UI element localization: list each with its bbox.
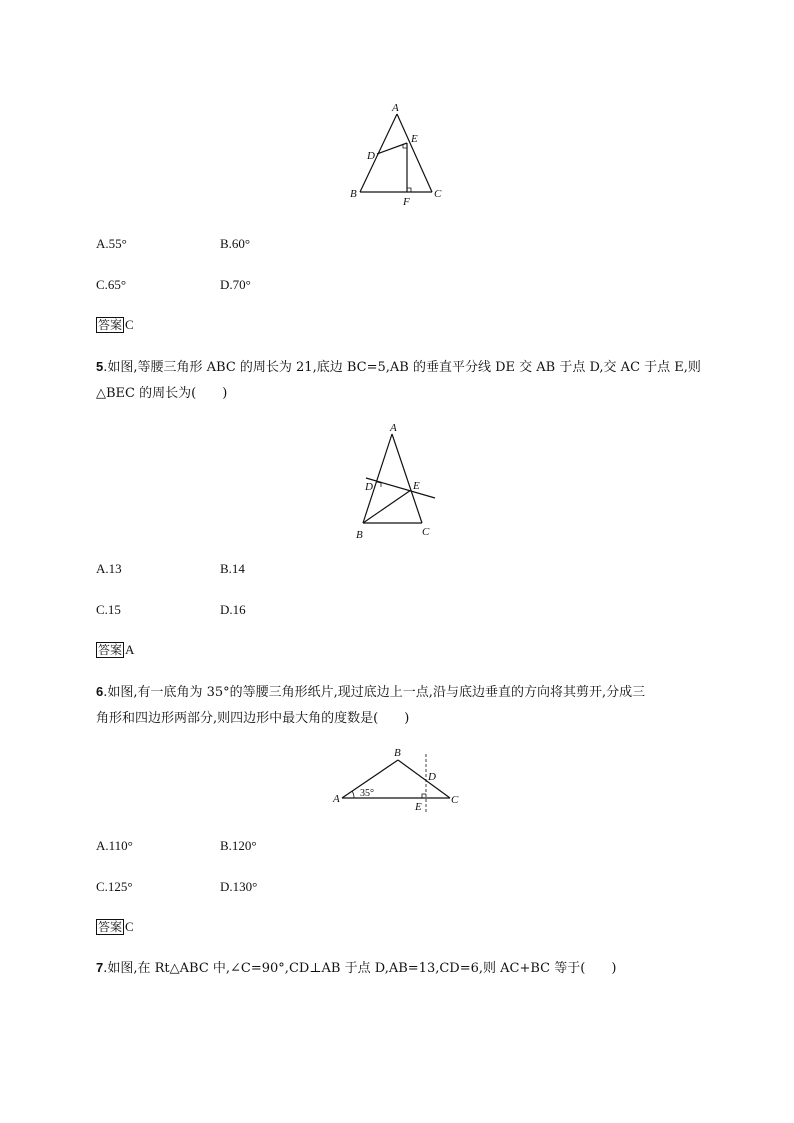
label-b: B xyxy=(394,747,401,759)
answer-label: 答案 xyxy=(98,643,123,657)
answer-value: A xyxy=(125,642,135,657)
q4-option-a: A.55° xyxy=(96,236,127,251)
question-number: 6 xyxy=(96,684,104,699)
figure-triangle-abc-def xyxy=(345,100,445,210)
q6-stem-line2: 角形和四边形两部分,则四边形中最大角的度数是( ) xyxy=(96,711,410,726)
label-c: C xyxy=(451,794,459,806)
q6-answer xyxy=(96,919,134,936)
q4-option-c: C.65° xyxy=(96,277,127,292)
label-e: E xyxy=(411,133,418,145)
label-c: C xyxy=(422,526,430,538)
q6-option-a: A.110° xyxy=(96,838,133,853)
answer-value: C xyxy=(125,919,134,934)
answer-label: 答案 xyxy=(98,318,123,332)
label-b: B xyxy=(350,188,357,200)
q6-option-c: C.125° xyxy=(96,879,133,894)
answer-label: 答案 xyxy=(98,920,123,934)
label-f: F xyxy=(403,196,410,208)
label-e: E xyxy=(415,801,422,813)
q5-option-d: D.16 xyxy=(220,602,246,617)
label-a: A xyxy=(392,102,399,114)
label-e: E xyxy=(413,480,420,492)
question-text: .如图,有一底角为 35°的等腰三角形纸片,现过底边上一点,沿与底边垂直的方向将其剪开,分成三 xyxy=(103,685,646,700)
q4-option-d: D.70° xyxy=(220,277,251,292)
q5-stem-line2: △BEC 的周长为( ) xyxy=(96,386,228,401)
label-b: B xyxy=(356,529,363,541)
q5-option-b: B.14 xyxy=(220,561,245,576)
question-number: 5 xyxy=(96,359,104,374)
q4-answer xyxy=(96,317,134,334)
q5-answer xyxy=(96,642,134,659)
label-d: D xyxy=(367,150,375,162)
q6-option-d: D.130° xyxy=(220,879,258,894)
figure-paper-triangle-cut xyxy=(330,740,470,820)
q6-option-b: B.120° xyxy=(220,838,257,853)
label-d: D xyxy=(365,481,373,493)
question-text: .如图,在 Rt△ABC 中,∠C=90°,CD⊥AB 于点 D,AB=13,CD=6,则 AC+BC 等于( ) xyxy=(103,961,617,976)
label-c: C xyxy=(434,188,442,200)
figure-isosceles-perp-bisector xyxy=(350,418,450,543)
q5-option-a: A.13 xyxy=(96,561,122,576)
question-number: 7 xyxy=(96,960,104,975)
question-text: .如图,等腰三角形 ABC 的周长为 21,底边 BC=5,AB 的垂直平分线 DE 交 AB 于点 D,交 AC 于点 E,则 xyxy=(103,360,701,375)
q5-stem-line1 xyxy=(96,359,701,376)
q7-stem-line1 xyxy=(96,960,616,977)
q5-option-c: C.15 xyxy=(96,602,121,617)
label-a: A xyxy=(390,422,397,434)
angle-label: 35° xyxy=(360,788,374,799)
q4-option-b: B.60° xyxy=(220,236,251,251)
label-d: D xyxy=(428,771,436,783)
answer-value: C xyxy=(125,317,134,332)
label-a: A xyxy=(333,793,340,805)
q6-stem-line1 xyxy=(96,684,645,701)
